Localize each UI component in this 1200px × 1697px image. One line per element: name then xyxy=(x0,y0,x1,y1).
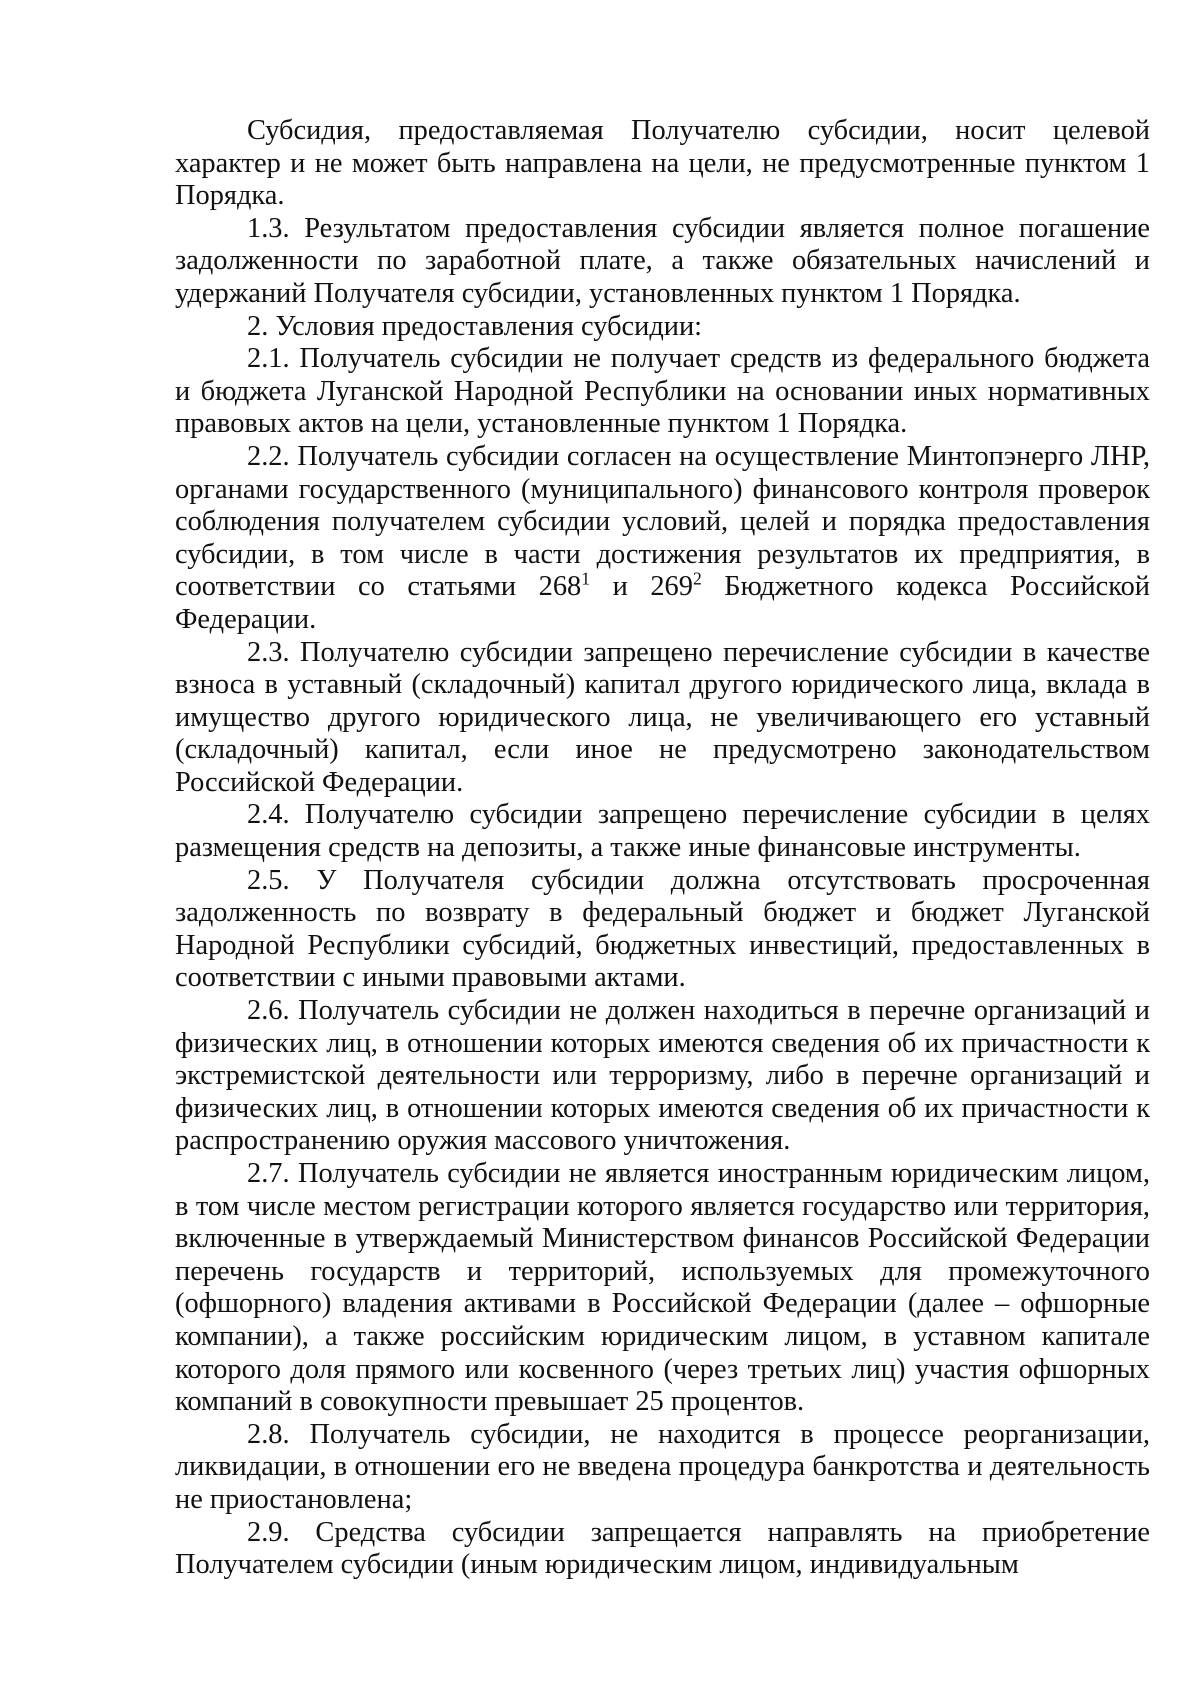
paragraph-2-4: 2.4. Получателю субсидии запрещено перечисление субсидии в целях размещения средств на депозиты, а также иные финансовые инструменты. xyxy=(175,799,1150,864)
paragraph-2-8: 2.8. Получатель субсидии, не находится в процессе реорганизации, ликвидации, в отношении его не введена процедура банкротства и деятельность не приостановлена; xyxy=(175,1418,1150,1515)
paragraph-2-7: 2.7. Получатель субсидии не является иностранным юридическим лицом, в том числе местом регистрации которого является государство или территория, включенные в утверждаемый Министерством финансов Российской Федерации перечень государств и территорий, используемых для промежуточного (офшорного) владения активами в Российской Федерации (далее – офшорные компании), а также российским юридическим лицом, в уставном капитале которого доля прямого или косвенного (через третьих лиц) участия офшорных компаний в совокупности превышает 25 процентов. xyxy=(175,1158,1150,1418)
paragraph-2-2 xyxy=(175,441,1150,637)
paragraph-1-3: 1.3. Результатом предоставления субсидии является полное погашение задолженности по заработной плате, а также обязательных начислений и удержаний Получателя субсидии, установленных пунктом 1 Порядка. xyxy=(175,212,1150,309)
paragraph-subsidy-purpose: Субсидия, предоставляемая Получателю субсидии, носит целевой характер и не может быть направлена на цели, не предусмотренные пунктом 1 Порядка. xyxy=(175,115,1150,212)
paragraph-2-5: 2.5. У Получателя субсидии должна отсутствовать просроченная задолженность по возврату в федеральный бюджет и бюджет Луганской Народной Республики субсидий, бюджетных инвестиций, предоставленных в соответствии с иными правовыми актами. xyxy=(175,864,1150,994)
paragraph-2-2-text-b: и 269 xyxy=(590,571,693,603)
superscript-1: 1 xyxy=(581,568,591,589)
paragraph-2-heading: 2. Условия предоставления субсидии: xyxy=(247,310,703,342)
paragraph-2-3: 2.3. Получателю субсидии запрещено перечисление субсидии в качестве взноса в уставный (складочный) капитал другого юридического лица, вклада в имущество другого юридического лица, не увеличивающего его уставный (складочный) капитал, если иное не предусмотрено законодательством Российской Федерации. xyxy=(175,636,1150,798)
paragraph-2-1: 2.1. Получатель субсидии не получает средств из федерального бюджета и бюджета Луганской Народной Республики на основании иных нормативных правовых актов на цели, установленные пунктом 1 Порядка. xyxy=(175,343,1150,440)
paragraph-2-6: 2.6. Получатель субсидии не должен находиться в перечне организаций и физических лиц, в отношении которых имеются сведения об их причастности к экстремистской деятельности или терроризму, либо в перечне организаций и физических лиц, в отношении которых имеются сведения об их причастности к распространению оружия массового уничтожения. xyxy=(175,995,1150,1157)
paragraph-2-2-text-c: Бюджетного кодекса Российской Федерации. xyxy=(175,571,1150,635)
paragraph-2-9: 2.9. Средства субсидии запрещается направлять на приобретение Получателем субсидии (иным юридическим лицом, индивидуальным xyxy=(175,1516,1150,1581)
document-body xyxy=(175,115,1150,1582)
superscript-2: 2 xyxy=(692,568,702,589)
paragraph-2-2-text-a: 2.2. Получатель субсидии согласен на осуществление Минтопэнерго ЛНР, органами государственного (муниципального) финансового контроля проверок соблюдения получателем субсидии условий, целей и порядка предоставления субсидии, в том числе в части достижения результатов их предприятия, в соответствии со статьями 268 xyxy=(175,440,1150,603)
